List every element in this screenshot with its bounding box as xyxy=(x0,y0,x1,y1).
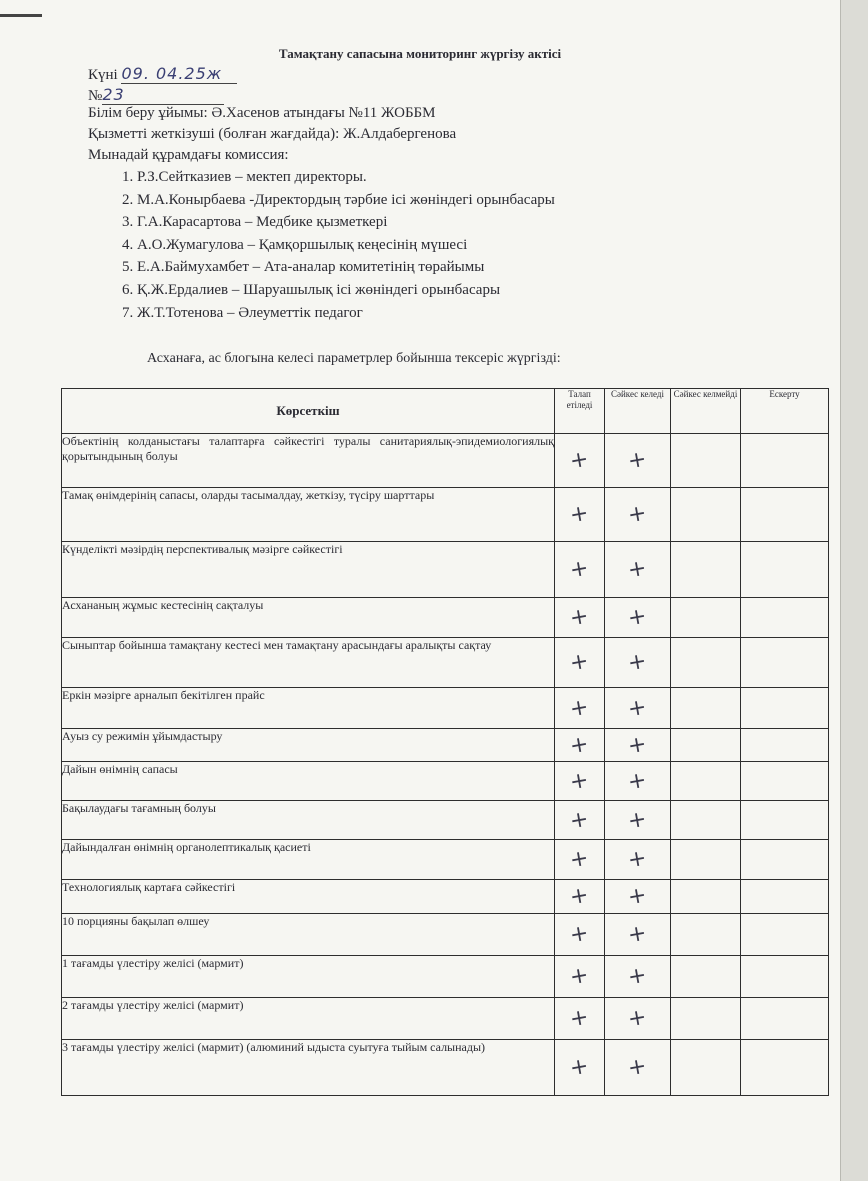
required-cell xyxy=(555,688,605,729)
number-value: 23 xyxy=(102,85,224,105)
check-mark: + xyxy=(626,962,649,991)
table-row xyxy=(62,998,829,1040)
member-item: 4. А.О.Жумагулова – Қамқоршылық кеңесінің мүшесі xyxy=(122,236,468,253)
noncompliant-cell xyxy=(671,840,741,880)
commission-members-list xyxy=(122,166,555,324)
required-cell xyxy=(555,434,605,488)
check-mark: + xyxy=(568,446,591,475)
noncompliant-cell xyxy=(671,880,741,914)
note-cell xyxy=(741,1040,829,1096)
required-cell xyxy=(555,801,605,840)
check-mark: + xyxy=(626,806,649,834)
note-cell xyxy=(741,880,829,914)
required-cell xyxy=(555,1040,605,1096)
table-row xyxy=(62,762,829,801)
table-row xyxy=(62,729,829,762)
criterion-cell: Дайындалған өнімнің органолептикалық қасиеті xyxy=(62,840,555,880)
table-row xyxy=(62,956,829,998)
number-line xyxy=(88,85,224,105)
compliant-cell xyxy=(605,998,671,1040)
criterion-cell: Дайын өнімнің сапасы xyxy=(62,762,555,801)
check-mark: + xyxy=(626,1053,649,1082)
member-item: 7. Ж.Т.Тотенова – Әлеуметтік педагог xyxy=(122,304,363,321)
compliant-cell xyxy=(605,598,671,638)
check-mark: + xyxy=(626,845,649,874)
required-cell xyxy=(555,729,605,762)
compliant-cell xyxy=(605,688,671,729)
required-cell xyxy=(555,998,605,1040)
table-row xyxy=(62,840,829,880)
compliant-cell xyxy=(605,488,671,542)
header-indicator: Көрсеткіш xyxy=(62,389,555,434)
check-mark: + xyxy=(626,555,649,584)
noncompliant-cell xyxy=(671,688,741,729)
note-cell xyxy=(741,914,829,956)
noncompliant-cell xyxy=(671,956,741,998)
required-cell xyxy=(555,840,605,880)
noncompliant-cell xyxy=(671,762,741,801)
criterion-cell: 2 тағамды үлестіру желісі (мармит) xyxy=(62,998,555,1040)
header-required: Талап етіледі xyxy=(555,389,605,434)
noncompliant-cell xyxy=(671,434,741,488)
table-row xyxy=(62,801,829,840)
table-row xyxy=(62,638,829,688)
check-mark: + xyxy=(568,1053,591,1082)
check-mark: + xyxy=(626,500,649,529)
table-row xyxy=(62,488,829,542)
supplier-line: Қызметті жеткізуші (болған жағдайда): Ж.Алдабергенова xyxy=(88,126,457,142)
note-cell xyxy=(741,956,829,998)
criterion-cell: 1 тағамды үлестіру желісі (мармит) xyxy=(62,956,555,998)
check-mark: + xyxy=(626,767,649,795)
required-cell xyxy=(555,956,605,998)
check-mark: + xyxy=(568,731,591,759)
table-row xyxy=(62,880,829,914)
header-compliant: Сәйкес келеді xyxy=(605,389,671,434)
table-header-row xyxy=(62,389,829,434)
check-mark: + xyxy=(626,694,649,722)
check-mark: + xyxy=(626,731,649,759)
document-title: Тамақтану сапасына мониторинг жүргізу актісі xyxy=(278,46,562,61)
compliant-cell xyxy=(605,914,671,956)
header-note: Ескерту xyxy=(741,389,829,434)
compliant-cell xyxy=(605,956,671,998)
note-cell xyxy=(741,638,829,688)
table-row xyxy=(62,1040,829,1096)
note-cell xyxy=(741,542,829,598)
noncompliant-cell xyxy=(671,998,741,1040)
check-mark: + xyxy=(568,648,591,677)
number-label: № xyxy=(88,88,103,104)
note-cell xyxy=(741,688,829,729)
check-mark: + xyxy=(568,920,591,949)
date-label: Күні xyxy=(88,67,118,83)
table-row xyxy=(62,688,829,729)
adjacent-page-edge xyxy=(840,0,868,1181)
member-item: 5. Е.А.Баймухамбет – Ата-аналар комитетінің төрайымы xyxy=(122,259,485,276)
required-cell xyxy=(555,542,605,598)
required-cell xyxy=(555,488,605,542)
member-item: 2. М.А.Конырбаева -Директордың тәрбие ісі жөніндегі орынбасары xyxy=(122,191,555,208)
criterion-cell: Асхананың жұмыс кестесінің сақталуы xyxy=(62,598,555,638)
binding-mark xyxy=(0,14,42,17)
noncompliant-cell xyxy=(671,1040,741,1096)
compliant-cell xyxy=(605,840,671,880)
check-mark: + xyxy=(626,648,649,677)
check-mark: + xyxy=(626,1004,649,1033)
compliant-cell xyxy=(605,762,671,801)
note-cell xyxy=(741,488,829,542)
noncompliant-cell xyxy=(671,914,741,956)
table-row xyxy=(62,434,829,488)
check-mark: + xyxy=(568,845,591,874)
check-mark: + xyxy=(626,882,649,911)
criterion-cell: Бақылаудағы тағамның болуы xyxy=(62,801,555,840)
criterion-cell: 3 тағамды үлестіру желісі (мармит) (алюминий ыдыста суытуға тыйым салынады) xyxy=(62,1040,555,1096)
required-cell xyxy=(555,638,605,688)
noncompliant-cell xyxy=(671,638,741,688)
required-cell xyxy=(555,914,605,956)
table-row xyxy=(62,542,829,598)
note-cell xyxy=(741,801,829,840)
compliant-cell xyxy=(605,880,671,914)
table-row xyxy=(62,914,829,956)
compliant-cell xyxy=(605,638,671,688)
check-mark: + xyxy=(568,962,591,991)
check-mark: + xyxy=(568,767,591,795)
criterion-cell: Еркін мәзірге арналып бекітілген прайс xyxy=(62,688,555,729)
noncompliant-cell xyxy=(671,801,741,840)
criterion-cell: Ауыз су режимін ұйымдастыру xyxy=(62,729,555,762)
required-cell xyxy=(555,762,605,801)
criterion-cell: 10 порцияны бақылап өлшеу xyxy=(62,914,555,956)
check-mark: + xyxy=(568,694,591,722)
noncompliant-cell xyxy=(671,729,741,762)
noncompliant-cell xyxy=(671,488,741,542)
member-item: 6. Қ.Ж.Ердалиев – Шаруашылық ісі жөніндегі орынбасары xyxy=(122,281,501,298)
school-line: Білім беру ұйымы: Ә.Хасенов атындағы №11 ЖОББМ xyxy=(88,105,436,121)
date-value: 09. 04.25ж xyxy=(121,64,237,84)
noncompliant-cell xyxy=(671,542,741,598)
compliant-cell xyxy=(605,434,671,488)
check-mark: + xyxy=(626,446,649,475)
commission-label: Мынадай құрамдағы комиссия: xyxy=(88,147,289,163)
check-mark: + xyxy=(568,882,591,911)
note-cell xyxy=(741,729,829,762)
note-cell xyxy=(741,598,829,638)
criterion-cell: Күнделікті мәзірдің перспективалық мәзірге сәйкестігі xyxy=(62,542,555,598)
note-cell xyxy=(741,434,829,488)
required-cell xyxy=(555,598,605,638)
check-mark: + xyxy=(568,603,591,632)
check-mark: + xyxy=(568,806,591,834)
compliant-cell xyxy=(605,1040,671,1096)
note-cell xyxy=(741,998,829,1040)
check-mark: + xyxy=(568,500,591,529)
inspection-intro: Асханаға, ас блогына келесі параметрлер бойынша тексеріс жүргізді: xyxy=(147,351,561,366)
criterion-cell: Объектінің колданыстағы талаптарға сәйкестігі туралы санитариялық-эпидемиологиялық қорытындының болуы xyxy=(62,434,555,488)
member-item: 3. Г.А.Карасартова – Медбике қызметкері xyxy=(122,214,388,231)
noncompliant-cell xyxy=(671,598,741,638)
date-line xyxy=(88,64,237,84)
required-cell xyxy=(555,880,605,914)
table-row xyxy=(62,598,829,638)
criterion-cell: Тамақ өнімдерінің сапасы, оларды тасымалдау, жеткізу, түсіру шарттары xyxy=(62,488,555,542)
inspection-table xyxy=(61,388,829,1096)
criterion-cell: Технологиялық картаға сәйкестігі xyxy=(62,880,555,914)
check-mark: + xyxy=(568,555,591,584)
compliant-cell xyxy=(605,729,671,762)
member-item: 1. Р.З.Сейтказиев – мектеп директоры. xyxy=(122,169,367,185)
check-mark: + xyxy=(626,920,649,949)
compliant-cell xyxy=(605,801,671,840)
note-cell xyxy=(741,762,829,801)
note-cell xyxy=(741,840,829,880)
header-noncompliant: Сәйкес келмейді xyxy=(671,389,741,434)
check-mark: + xyxy=(626,603,649,632)
criterion-cell: Сыныптар бойынша тамақтану кестесі мен тамақтану арасындағы аралықты сақтау xyxy=(62,638,555,688)
compliant-cell xyxy=(605,542,671,598)
check-mark: + xyxy=(568,1004,591,1033)
